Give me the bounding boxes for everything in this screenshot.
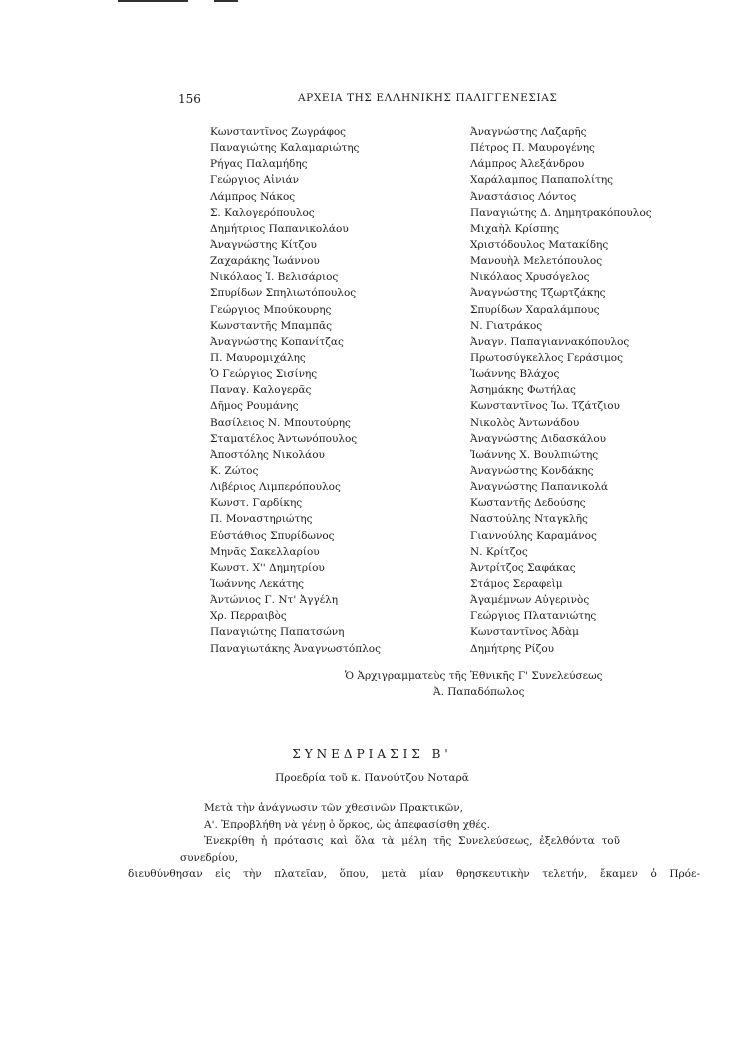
- signatory-name: Ἀναστάσιος Λόντος: [470, 190, 577, 203]
- signatory-name: Μιχαὴλ Κρίσπης: [470, 222, 559, 235]
- signatory-name: Ἰωάννης Χ. Βουλπιώτης: [470, 448, 599, 461]
- signatory-name: Σταματέλος Ἀντωνόπουλος: [210, 432, 358, 445]
- signatory-name: Δημήτριος Παπανικολάου: [210, 222, 349, 235]
- signatory-name: Νικόλαος Ἰ. Βελισάριος: [210, 271, 339, 284]
- signatory-name: Νικόλαος Χρυσόγελος: [470, 271, 590, 284]
- signatory-name: Ὁ Γεώργιος Σισίνης: [210, 368, 318, 381]
- session-body: [128, 800, 700, 883]
- signatory-name: Γιαννούλης Καραμάνος: [470, 529, 597, 542]
- signatory-name: Ἀναγνώστης Κίτζου: [210, 238, 317, 251]
- signatory-name: Ἰωάννης Βλάχος: [470, 368, 560, 381]
- signatory-name: Νικολὸς Ἀντωνάδου: [470, 416, 580, 429]
- signatory-name: Σπυρίδων Σπηλιωτόπουλος: [210, 287, 357, 300]
- signatory-name: Κωσταντῆς Δεδούσης: [470, 497, 586, 510]
- signatory-name: Δῆμος Ρουμάνης: [210, 400, 299, 413]
- paragraph-approval-line-1: Ἐνεκρίθη ἡ πρότασις καὶ ὅλα τὰ μέλη τῆς Συνελεύσεως, ἐξελθόντα τοῦ συνεδρίου,: [180, 835, 620, 864]
- signatories-right-column: [470, 124, 652, 657]
- signatory-name: Κ. Ζώτος: [210, 464, 259, 477]
- signatory-name: Ἀντώνιος Γ. Ντ' Ἀγγέλη: [210, 594, 339, 607]
- signatory-name: Παναγιώτης Παπατσώνη: [210, 626, 345, 639]
- signatory-name: Μηνᾶς Σακελλαρίου: [210, 545, 320, 558]
- signatory-name: Σ. Καλογερόπουλος: [210, 206, 315, 219]
- signatory-name: Παναγ. Καλογερᾶς: [210, 384, 312, 397]
- page-number: 156: [178, 92, 201, 106]
- signature-role: Ὁ Ἀρχιγραμματεὺς τῆς Ἐθνικῆς Γ' Συνελεύσεως: [345, 670, 603, 682]
- signatory-name: Σπυρίδων Χαραλάμπους: [470, 303, 600, 316]
- signatory-name: Λάμπρος Ἀλεξάνδρου: [470, 158, 585, 171]
- signatory-name: Λάμπρος Νάκος: [210, 190, 296, 203]
- signatory-name: Ἀναγνώστης Τζωρτζάκης: [470, 287, 606, 300]
- paragraph-oath: Α'. Ἐπροβλήθη νὰ γένῃ ὁ ὅρκος, ὡς ἀπεφασίσθη χθές.: [204, 818, 490, 831]
- signatory-name: Χαράλαμπος Παπαπολίτης: [470, 174, 614, 187]
- signatory-name: Γεώργιος Πλατανιώτης: [470, 610, 597, 623]
- signatory-name: Ἀντρίτζος Σαφάκας: [470, 561, 576, 574]
- signatory-name: Κωνστ. Χ'' Δημητρίου: [210, 561, 325, 574]
- signatory-name: Χριστόδουλος Ματακίδης: [470, 238, 609, 251]
- scan-artifact: [214, 0, 238, 2]
- signatory-name: Στάμος Σεραφεὶμ: [470, 577, 563, 590]
- signatory-name: Εὐστάθιος Σπυρίδωνος: [210, 529, 335, 542]
- signatory-name: Βασίλειος Ν. Μπουτούρης: [210, 416, 351, 429]
- running-title: ΑΡΧΕΙΑ ΤΗΣ ΕΛΛΗΝΙΚΗΣ ΠΑΛΙΓΓΕΝΕΣΙΑΣ: [298, 92, 558, 104]
- signatory-name: Ἰωάννης Λεκάτης: [210, 577, 305, 590]
- signatory-name: Ἀναγνώστης Διδασκάλου: [470, 432, 607, 445]
- signatory-name: Κωνστ. Γαρδίκης: [210, 497, 303, 510]
- signatory-name: Ἀναγνώστης Λαζαρῆς: [470, 126, 587, 138]
- signatory-name: Κωνσταντῖνος Ζωγράφος: [210, 126, 347, 138]
- signatory-name: Ἀναγνώστης Κονδάκης: [470, 464, 594, 477]
- signature-block: [345, 668, 603, 700]
- signatory-name: Παναγιωτάκης Ἀναγνωστόπλος: [210, 642, 381, 655]
- signatory-name: Ἀποστόλης Νικολάου: [210, 448, 325, 461]
- signatory-name: Δημήτρης Ρίζου: [470, 642, 555, 655]
- signatories-left-column: [210, 124, 381, 657]
- signatory-name: Λιβέριος Λιμπερόπουλος: [210, 481, 341, 494]
- signatory-name: Ναστούλης Νταγκλῆς: [470, 513, 588, 526]
- signatory-name: Ἀναγνώστης Κοπανίτζας: [210, 335, 344, 348]
- signatory-name: Μανουὴλ Μελετόπουλος: [470, 255, 603, 268]
- signatory-name: Γεώργιος Αἰνιάν: [210, 174, 300, 187]
- signatory-name: Παναγιώτης Δ. Δημητρακόπουλος: [470, 206, 652, 219]
- signatory-name: Κωνσταντῖνος Ἰω. Τζάτζιου: [470, 400, 620, 413]
- signatory-name: Ν. Γιατράκος: [470, 319, 543, 332]
- signatory-name: Πέτρος Π. Μαυρογένης: [470, 142, 595, 155]
- signatory-name: Ἀσημάκης Φωτήλας: [470, 384, 576, 397]
- signatory-name: Πρωτοσύγκελλος Γεράσιμος: [470, 351, 623, 364]
- signatory-name: Π. Μοναστηριώτης: [210, 513, 313, 526]
- signatory-name: Ν. Κρίτζος: [470, 545, 528, 558]
- signatory-name: Χρ. Περραιβὸς: [210, 610, 287, 623]
- signatory-name: Ἀγαμέμνων Αὐγερινὸς: [470, 594, 590, 607]
- signatory-name: Π. Μαυρομιχάλης: [210, 351, 306, 364]
- signature-name: Ἀ. Παπαδόπωλος: [433, 686, 525, 698]
- paragraph-approval-line-2: διευθύνθησαν εἰς τὴν πλατεῖαν, ὅπου, μετὰ μίαν θρησκευτικὴν τελετήν, ἔκαμεν ὁ Πρόε-: [128, 868, 700, 880]
- signatory-name: Ρήγας Παλαμήδης: [210, 158, 308, 171]
- session-presidency: Προεδρία τοῦ κ. Πανούτζου Νοταρᾶ: [275, 772, 469, 784]
- scan-artifact: [118, 0, 188, 2]
- session-title: ΣΥΝΕΔΡΙΑΣΙΣ Β': [292, 747, 452, 761]
- signatory-name: Ἀναγν. Παπαγιαννακόπουλος: [470, 335, 630, 348]
- signatory-name: Κωνσταντῆς Μπαμπᾶς: [210, 319, 332, 332]
- signatory-name: Ἀναγνώστης Παπανικολά: [470, 481, 609, 494]
- page-header: [0, 92, 744, 108]
- signatory-name: Κωνσταντῖνος Ἀδὰμ: [470, 626, 579, 639]
- signatory-name: Γεώργιος Μπούκουρης: [210, 303, 332, 316]
- paragraph-reading: Μετὰ τὴν ἀνάγνωσιν τῶν χθεσινῶν Πρακτικῶν,: [204, 802, 463, 814]
- signatory-name: Ζαχαράκης Ἰωάννου: [210, 255, 320, 268]
- signatory-name: Παναγιώτης Καλαμαριώτης: [210, 142, 360, 155]
